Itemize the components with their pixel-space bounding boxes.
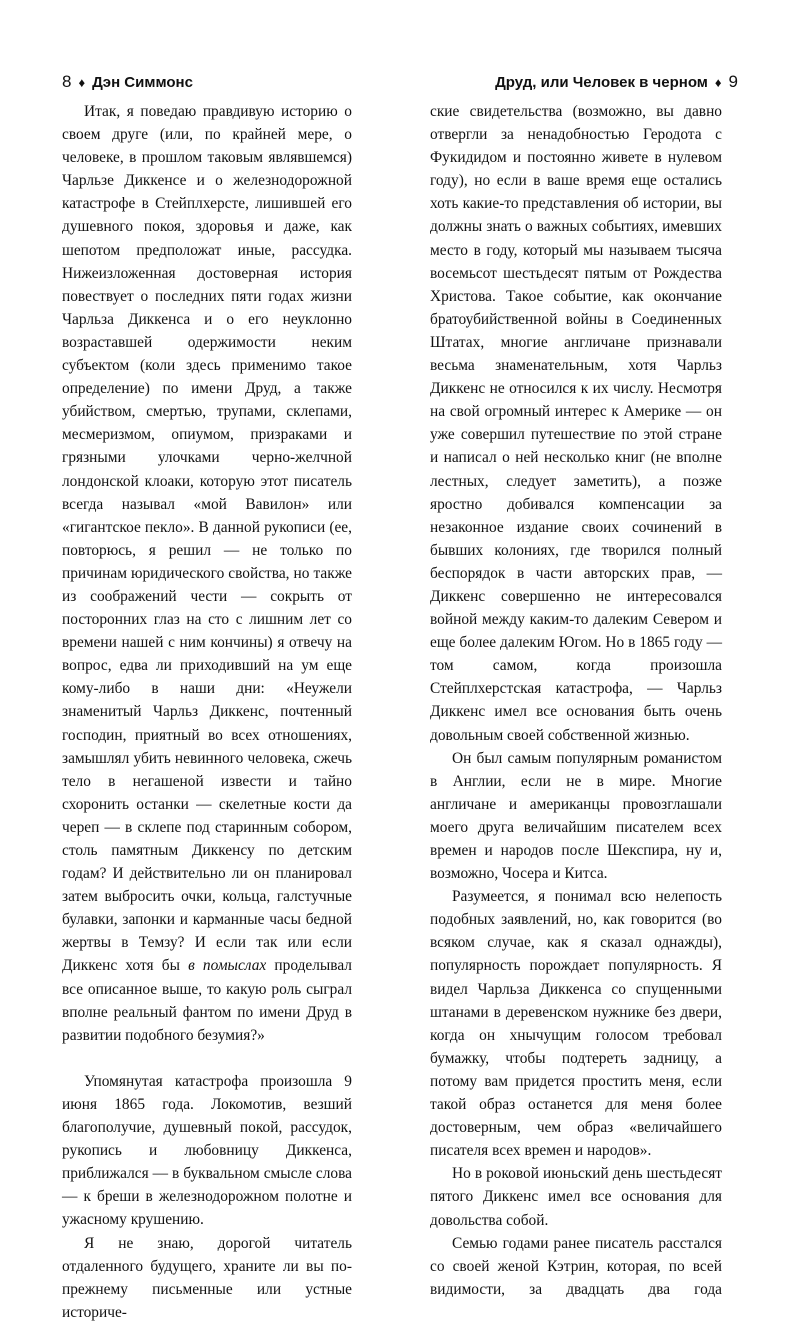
paragraph-continued: ские свидетельства (возможно, вы давно отвергли за ненадобностью Геродота с Фукидидом и постоянно живете в нулевом году), но если в ваше время еще остались хоть какие-то представления об истории, вы должны знать о важных событиях, имевших место в году, который мы называем тысяча восемьсот шестьдесят пятым от Рождества Христова. Такое событие, как окончание братоубийственной войны в Соединенных Штатах, многие англичане признавали весьма знаменательным, хотя Чарльз Диккенс не относился к их числу. Несмотря на свой огромный интерес к Америке — он уже совершил путешествие по этой стране и написал о ней несколько книг (не вполне лестных, следует заметить), а позже яростно добивался компенсации за незаконное издание своих сочинений в бывших колониях, где творился полный беспорядок в части авторских прав, — Диккенс совершенно не интересовался войной между каким-то далеким Севером и еще более далеким Югом. Но в 1865 году — том самом, когда произошла Стейплхерстская катастрофа, — Чарльз Диккенс имел все основания быть очень довольным своей собственной жизнью. (430, 103, 722, 744)
right-running-header (495, 70, 738, 94)
paragraph: Я не знаю, дорогой читатель отдаленного будущего, храните ли вы по-прежнему письменные или устные историче- (62, 1234, 352, 1321)
running-header-title: Друд, или Человек в черном (495, 73, 708, 91)
diamond-separator: ♦ (714, 74, 722, 90)
page-number: 8 (62, 72, 72, 91)
right-page (400, 0, 800, 1298)
paragraph: Семью годами ранее писатель расстался со своей женой Кэтрин, которая, по всей видимости, за двадцать два года (430, 1234, 722, 1298)
paragraph: Упомянутая катастрофа произошла 9 июня 1865 года. Локомотив, везший благополучие, душевный покой, рассудок, рукопись и любовницу Диккенса, приближался — в буквальном смысле слова — к бреши в железнодорожном полотне и ужасному крушению. (62, 1072, 352, 1229)
italic-phrase: в помыслах (188, 957, 267, 975)
running-header-author: Дэн Симмонс (92, 73, 193, 91)
diamond-separator: ♦ (78, 74, 86, 90)
left-running-header (62, 70, 193, 94)
paragraph: Но в роковой июньский день шестьдесят пятого Диккенс имел все основания для довольства собой. (430, 1165, 722, 1229)
left-page (0, 0, 400, 1321)
paragraph: Он был самым популярным романистом в Англии, если не в мире. Многие англичане и американцы провозглашали моего друга величайшим писателем всех времен и народов после Шекспира, ну и, возможно, Чосера и Китса. (430, 749, 722, 883)
page-number: 9 (728, 72, 738, 91)
right-text-column (430, 100, 722, 1301)
paragraph (62, 100, 352, 1047)
paragraph-text: проделывал все описанное выше, то какую роль сыграл вполне реальный фантом по имени Друд в развитии подобного безумия?» (62, 957, 352, 1044)
paragraph-text: Итак, я поведаю правдивую историю о своем друге (или, по крайней мере, о человеке, в прошлом таковым являвшемся) Чарльзе Диккенсе и о железнодорожной катастрофе в Стейплхерсте, лишившей его душевного покоя, здоровья и даже, как шепотом предположат иные, рассудка. Нижеизложенная достоверная история повествует о последних пяти годах жизни Чарльза Диккенса и о его неуклонно возраставшей одержимости неким субъектом (коли здесь применимо такое определение) по имени Друд, а также убийством, смертью, трупами, склепами, месмеризмом, опиумом, призраками и грязными улочками черно-желчной лондонской клоаки, которую этот писатель всегда называл «мой Вавилон» или «гигантское пекло». В данной рукописи (ее, повторюсь, я решил — не только по причинам юридического свойства, но также из соображений чести — сокрыть от посторонних глаз на сто с лишним лет со времени нашей с ним кончины) я отвечу на вопрос, едва ли приходивший на ум еще кому-либо в наши дни: «Неужели знаменитый Чарльз Диккенс, почтенный господин, приятный во всех отношениях, замышлял убить невинного человека, сжечь тело в негашеной извести и тайно схоронить останки — скелетные кости да череп — в склепе под старинным собором, столь памятным Диккенсу по детским годам? И действительно ли он планировал затем выбросить очки, кольца, галстучные булавки, запонки и карманные часы бедной жертвы в Темзу? И если так или если Диккенс хотя бы (62, 103, 352, 975)
paragraph: Разумеется, я понимал всю нелепость подобных заявлений, но, как говорится (во всяком случае, как я сказал однажды), популярность порождает популярность. Я видел Чарльза Диккенса со спущенными штанами в деревенском нужнике без двери, когда он хнычущим голосом требовал бумажку, чтобы подтереть задницу, а потому вам придется простить меня, если такой образ останется для меня более достоверным, чем образ «величайшего писателя всех времен и народов». (430, 888, 722, 1160)
left-text-column (62, 100, 352, 1324)
